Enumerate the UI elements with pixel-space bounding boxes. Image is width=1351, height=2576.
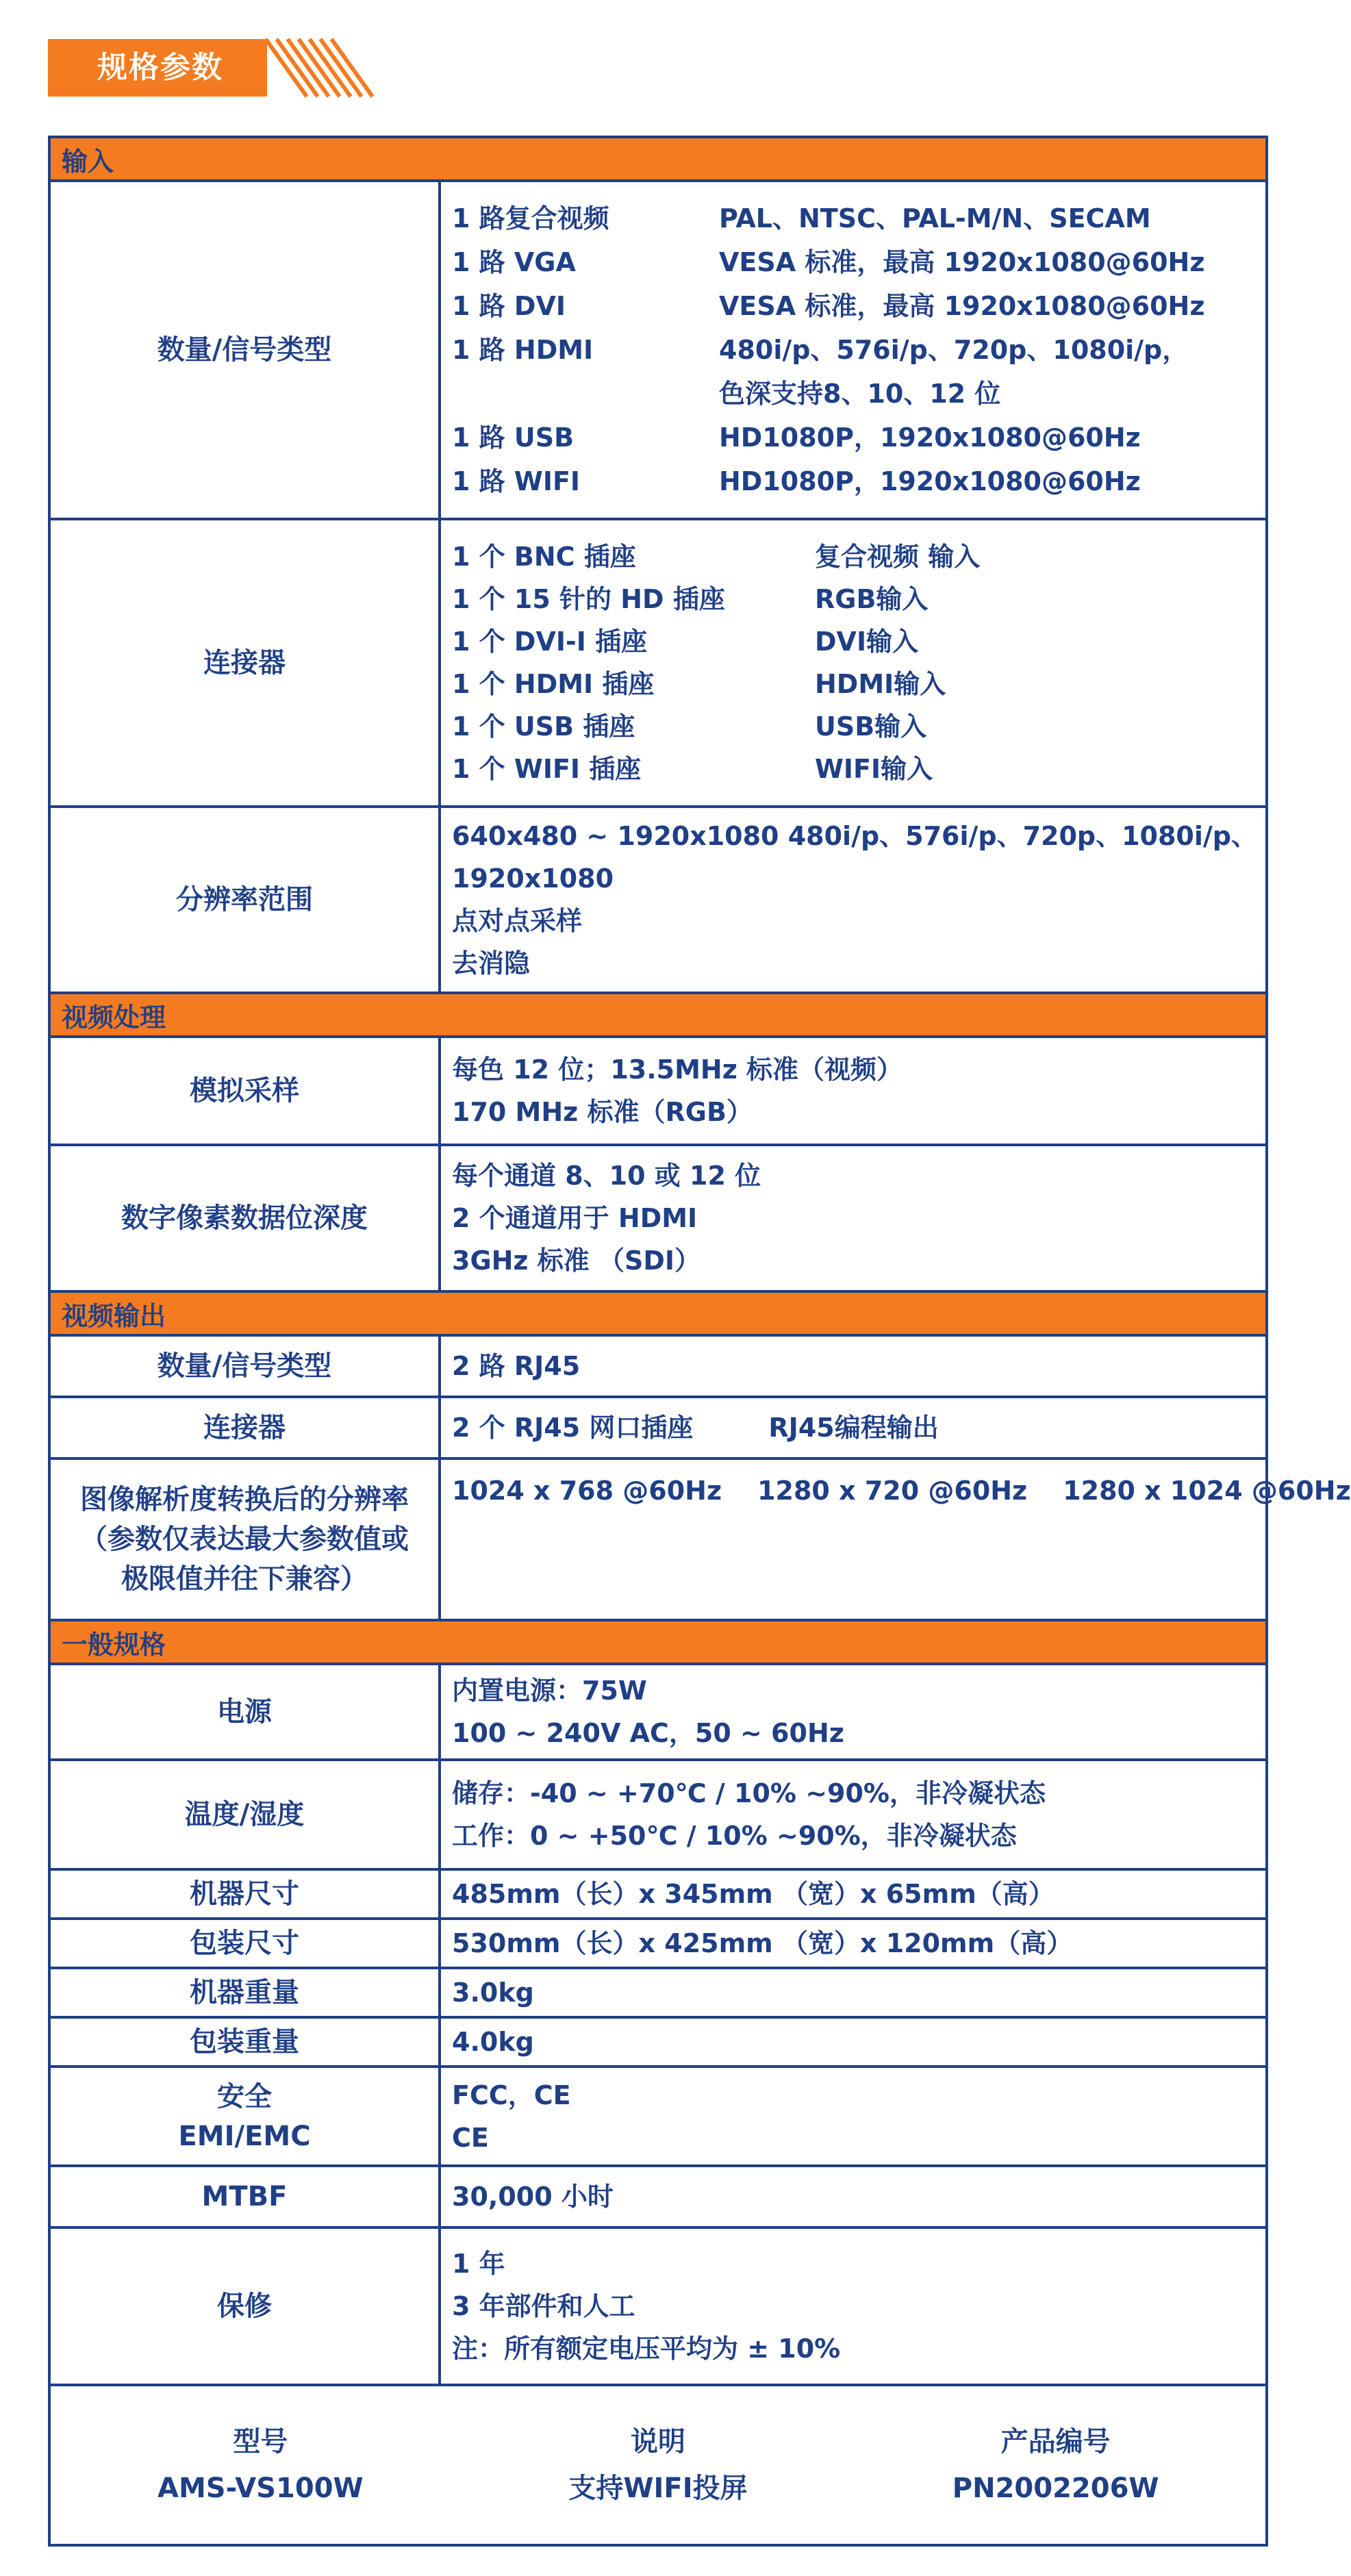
row-value	[440, 2227, 1267, 2385]
row-bit-depth	[49, 1145, 1267, 1291]
row-value: 30,000 小时	[440, 2166, 1267, 2227]
section-row	[49, 1620, 1267, 1664]
signal-port: 1 路 USB	[452, 422, 575, 453]
row-label: 连接器	[49, 1397, 440, 1459]
signal-spec: VESA 标准，最高 1920x1080@60Hz	[719, 247, 1205, 277]
connector-list	[452, 535, 1254, 790]
section-general: 一般规格	[49, 1620, 1267, 1664]
row-input-resolution	[49, 807, 1267, 993]
row-scaled-resolution	[49, 1459, 1267, 1620]
label-line: （参数仅表达最大参数值或	[80, 1524, 409, 1555]
label-line: 安全	[217, 2080, 272, 2112]
section-row	[49, 137, 1267, 181]
connector-note: RJ45编程输出	[768, 1413, 939, 1443]
footer-header-model: 型号	[233, 2426, 288, 2458]
row-value	[440, 2067, 1267, 2166]
row-value	[440, 1145, 1267, 1291]
value-line: 点对点采样	[452, 906, 583, 936]
model-footer	[49, 2385, 1267, 2545]
row-package-weight	[49, 2017, 1267, 2067]
row-value	[440, 519, 1267, 807]
row-label: 模拟采样	[49, 1037, 440, 1145]
row-label: 温度/湿度	[49, 1760, 440, 1869]
spec-table	[48, 136, 1351, 2547]
signal-port: 1 路 HDMI	[452, 335, 594, 365]
row-value: 2 路 RJ45	[440, 1335, 1267, 1397]
resolution-value: 1024 x 768 @60Hz	[452, 1476, 722, 1506]
footer-model-value: AMS-VS100W	[157, 2473, 364, 2504]
row-label: 数量/信号类型	[49, 181, 440, 519]
row-output-signal	[49, 1335, 1267, 1397]
connector-use: HDMI输入	[815, 669, 946, 699]
page-title: 规格参数	[97, 50, 223, 85]
footer-pn-value: PN2002206W	[952, 2473, 1159, 2504]
signal-spec: 色深支持8、10、12 位	[719, 379, 1001, 409]
footer-header-pn: 产品编号	[1000, 2426, 1111, 2458]
row-label	[49, 2067, 440, 2166]
row-value	[440, 807, 1267, 993]
footer-desc-value: 支持WIFI投屏	[568, 2473, 748, 2504]
signal-spec: HD1080P，1920x1080@60Hz	[719, 466, 1141, 496]
label-line: 极限值并往下兼容）	[121, 1563, 368, 1595]
row-value: 485mm（长）x 345mm （宽）x 65mm（高）	[440, 1869, 1267, 1919]
row-label: MTBF	[49, 2166, 440, 2227]
row-analog-sampling	[49, 1037, 1267, 1145]
row-label: 包装重量	[49, 2017, 440, 2067]
value-line: 每个通道 8、10 或 12 位	[452, 1161, 761, 1191]
row-label: 机器重量	[49, 1968, 440, 2017]
footer-header-desc: 说明	[630, 2426, 685, 2458]
row-label: 数字像素数据位深度	[49, 1145, 440, 1291]
row-package-size	[49, 1919, 1267, 1968]
row-label	[49, 1459, 440, 1620]
resolution-value: 1280 x 1024 @60Hz	[1063, 1476, 1351, 1506]
row-machine-weight	[49, 1968, 1267, 2017]
row-label: 保修	[49, 2227, 440, 2385]
signal-spec: PAL、NTSC、PAL-M/N、SECAM	[719, 203, 1151, 233]
row-label: 机器尺寸	[49, 1869, 440, 1919]
row-warranty	[49, 2227, 1267, 2385]
row-value: 4.0kg	[440, 2017, 1267, 2067]
signal-port: 1 路 VGA	[452, 247, 576, 277]
signal-spec: VESA 标准，最高 1920x1080@60Hz	[719, 291, 1205, 321]
value-line: 储存：-40 ~ +70℃ / 10% ~90%，非冷凝状态	[452, 1778, 1046, 1808]
row-label: 分辨率范围	[49, 807, 440, 993]
value-line: 640x480 ~ 1920x1080 480i/p、576i/p、720p、1080i/p、	[452, 821, 1257, 851]
row-value	[440, 1037, 1267, 1145]
row-mtbf	[49, 2166, 1267, 2227]
section-row	[49, 993, 1267, 1037]
section-video-processing: 视频处理	[49, 993, 1267, 1037]
value-line: 每色 12 位；13.5MHz 标准（视频）	[452, 1055, 903, 1085]
row-label: 包装尺寸	[49, 1919, 440, 1968]
row-value	[440, 1397, 1267, 1459]
row-power	[49, 1664, 1267, 1760]
row-output-connector	[49, 1397, 1267, 1459]
row-footer	[49, 2385, 1267, 2545]
resolution-value: 1280 x 720 @60Hz	[757, 1476, 1028, 1506]
model-grid	[62, 2419, 1254, 2512]
section-row	[49, 1291, 1267, 1335]
connector-use: RGB输入	[815, 584, 929, 614]
value-line: 1920x1080	[452, 863, 614, 894]
signal-list	[452, 197, 1254, 503]
value-line: 100 ~ 240V AC，50 ~ 60Hz	[452, 1718, 844, 1748]
row-value	[440, 181, 1267, 519]
label-line: EMI/EMC	[178, 2120, 311, 2152]
row-value	[440, 1664, 1267, 1760]
value-line: CE	[452, 2122, 489, 2153]
row-value: 3.0kg	[440, 1968, 1267, 2017]
row-input-connector	[49, 519, 1267, 807]
value-line: FCC，CE	[452, 2080, 571, 2110]
signal-spec: 480i/p、576i/p、720p、1080i/p，	[719, 335, 1189, 365]
value-line: 1 年	[452, 2249, 505, 2279]
signal-spec: HD1080P，1920x1080@60Hz	[719, 422, 1141, 453]
value-line: 3GHz 标准 （SDI）	[452, 1246, 701, 1276]
signal-port	[452, 372, 719, 415]
row-label: 数量/信号类型	[49, 1335, 440, 1397]
label-line: 图像解析度转换后的分辨率	[80, 1484, 409, 1515]
stripes-decoration	[266, 39, 382, 97]
connector-use: 复合视频 输入	[815, 542, 981, 572]
connector-item: 1 个 WIFI 插座	[452, 754, 642, 784]
value-line: 3 年部件和人工	[452, 2291, 635, 2321]
row-input-signal	[49, 181, 1267, 519]
row-label: 电源	[49, 1664, 440, 1760]
signal-port: 1 路复合视频	[452, 203, 609, 233]
connector-use: WIFI输入	[815, 754, 933, 784]
row-value	[440, 1760, 1267, 1869]
value-line: 去消隐	[452, 948, 531, 978]
connector-item: 1 个 BNC 插座	[452, 542, 636, 572]
signal-port: 1 路 WIFI	[452, 466, 581, 496]
value-line: 工作：0 ~ +50℃ / 10% ~90%，非冷凝状态	[452, 1821, 1017, 1851]
connector-item: 1 个 15 针的 HD 插座	[452, 584, 725, 614]
value-line: 2 个通道用于 HDMI	[452, 1203, 698, 1233]
value-line: 注：所有额定电压平均为 ± 10%	[452, 2334, 841, 2364]
section-header	[48, 39, 377, 97]
connector-value: 2 个 RJ45 网口插座	[452, 1413, 694, 1443]
section-input: 输入	[49, 137, 1267, 181]
value-line: 170 MHz 标准（RGB）	[452, 1097, 753, 1127]
row-machine-size	[49, 1869, 1267, 1919]
row-value: 530mm（长）x 425mm （宽）x 120mm（高）	[440, 1919, 1267, 1968]
connector-item: 1 个 USB 插座	[452, 711, 635, 742]
section-video-output: 视频输出	[49, 1291, 1267, 1335]
signal-port: 1 路 DVI	[452, 291, 566, 321]
value-line: 内置电源：75W	[452, 1676, 647, 1706]
connector-item: 1 个 HDMI 插座	[452, 669, 655, 699]
row-temperature	[49, 1760, 1267, 1869]
row-value	[440, 1459, 1351, 1620]
row-safety	[49, 2067, 1267, 2166]
row-label: 连接器	[49, 519, 440, 807]
connector-use: DVI输入	[815, 627, 919, 657]
connector-use: USB输入	[815, 711, 927, 742]
connector-item: 1 个 DVI-I 插座	[452, 627, 648, 657]
